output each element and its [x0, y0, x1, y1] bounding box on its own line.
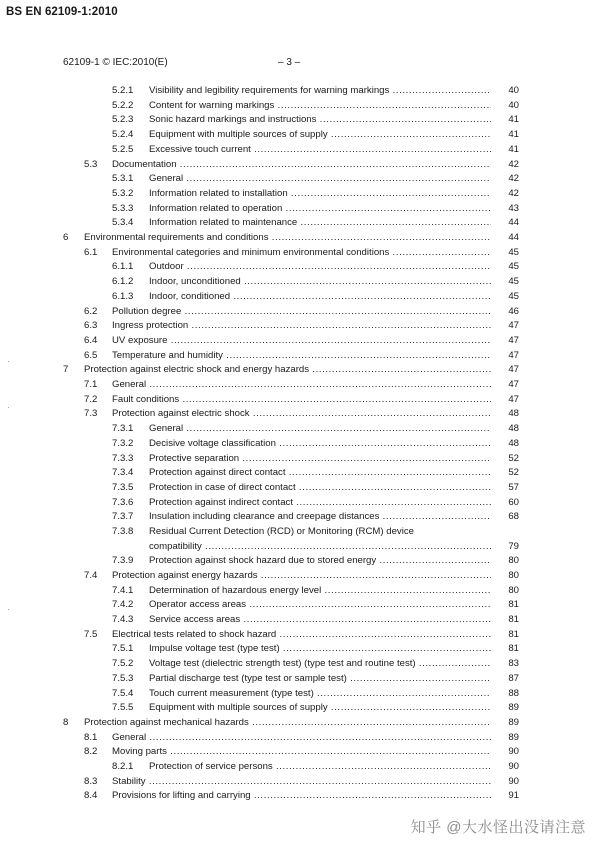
toc-entry[interactable] — [0, 628, 600, 643]
toc-title: Decisive voltage classification ..... — [149, 437, 507, 452]
toc-entry[interactable] — [0, 452, 600, 467]
page-number: – 3 – — [278, 57, 301, 68]
toc-page: 47 — [491, 334, 519, 349]
toc-entry[interactable] — [0, 731, 600, 746]
toc-entry[interactable] — [0, 687, 600, 702]
toc-page: 44 — [491, 216, 519, 231]
toc-entry[interactable] — [0, 510, 600, 525]
toc-number: 7.5.3 — [112, 672, 134, 684]
toc-title: Protection against direct contact ..... — [149, 466, 507, 481]
toc-title: Environmental categories and minimum environmental conditions ..... — [112, 246, 507, 261]
toc-entry[interactable] — [0, 113, 600, 128]
toc-number: 8 — [63, 716, 69, 728]
toc-title: Environmental requirements and conditions ..... — [84, 231, 507, 246]
toc-number: 5.2.5 — [112, 143, 134, 155]
toc-page: 48 — [491, 407, 519, 422]
toc-entry[interactable] — [0, 231, 600, 246]
toc-entry[interactable] — [0, 334, 600, 349]
toc-entry[interactable] — [0, 437, 600, 452]
toc-number: 5.3.3 — [112, 202, 134, 214]
toc-number: 7.3.4 — [112, 467, 134, 479]
toc-title: Excessive touch current ..... — [149, 143, 507, 158]
toc-title: Protection of service persons ..... — [149, 760, 507, 775]
toc-page: 81 — [491, 628, 519, 643]
toc-number: 7 — [63, 364, 69, 376]
toc-title: Voltage test (dielectric strength test) (type test and routine test) ..... — [149, 657, 507, 672]
toc-entry[interactable] — [0, 613, 600, 628]
toc-title: Information related to operation ..... — [149, 202, 507, 217]
margin-mark: · — [7, 604, 10, 614]
toc-number: 8.2 — [84, 746, 98, 758]
toc-title: Protection against energy hazards ..... — [112, 569, 507, 584]
toc-title: Touch current measurement (type test) ..... — [149, 687, 507, 702]
toc-title: Information related to installation ..... — [149, 187, 507, 202]
toc-entry[interactable] — [0, 305, 600, 320]
toc-page: 90 — [491, 775, 519, 790]
toc-number: 6.1.2 — [112, 276, 134, 288]
toc-page: 52 — [491, 452, 519, 467]
toc-title: Protection in case of direct contact ..... — [149, 481, 507, 496]
toc-page: 45 — [491, 246, 519, 261]
toc-entry[interactable] — [0, 554, 600, 569]
toc-number: 7.5.4 — [112, 687, 134, 699]
toc-entry[interactable] — [0, 407, 600, 422]
toc-title: Protection against electric shock and energy hazards ..... — [84, 363, 507, 378]
toc-page: 60 — [491, 496, 519, 511]
toc-number: 6.1.3 — [112, 290, 134, 302]
toc-page: 81 — [491, 642, 519, 657]
toc-number: 7.3.2 — [112, 437, 134, 449]
toc-entry[interactable] — [0, 246, 600, 261]
toc-number: 7.4.2 — [112, 599, 134, 611]
toc-page: 41 — [491, 128, 519, 143]
toc-title: Operator access areas ..... — [149, 598, 507, 613]
toc-entry[interactable] — [0, 393, 600, 408]
toc-page: 89 — [491, 716, 519, 731]
toc-entry[interactable] — [0, 216, 600, 231]
toc-title: Fault conditions ..... — [112, 393, 507, 408]
toc-number: 7.5 — [84, 628, 98, 640]
toc-number: 7.5.1 — [112, 643, 134, 655]
toc-number: 7.2 — [84, 393, 98, 405]
toc-entry[interactable] — [0, 290, 600, 305]
toc-entry[interactable] — [0, 143, 600, 158]
toc-page: 45 — [491, 275, 519, 290]
toc-entry[interactable] — [0, 701, 600, 716]
toc-title: UV exposure ..... — [112, 334, 507, 349]
toc-title: Visibility and legibility requirements for warning markings ..... — [149, 84, 507, 99]
toc-title: Temperature and humidity ..... — [112, 349, 507, 364]
toc-number: 7.3.7 — [112, 511, 134, 523]
toc-number: 7.5.2 — [112, 658, 134, 670]
toc-page: 91 — [491, 789, 519, 804]
toc-entry[interactable] — [0, 496, 600, 511]
toc-title: Equipment with multiple sources of supply ..... — [149, 701, 507, 716]
toc-title: compatibility ..... — [149, 540, 507, 555]
toc-title: Documentation ..... — [112, 158, 507, 173]
toc-page: 52 — [491, 466, 519, 481]
toc-number: 6.4 — [84, 334, 98, 346]
toc-title-line1: Residual Current Detection (RCD) or Monitoring (RCM) device — [149, 526, 414, 537]
toc-page: 41 — [491, 113, 519, 128]
toc-page: 87 — [491, 672, 519, 687]
toc-title: Information related to maintenance ..... — [149, 216, 507, 231]
toc-entry[interactable] — [0, 569, 600, 584]
toc-page: 80 — [491, 554, 519, 569]
toc-number: 6.3 — [84, 320, 98, 332]
toc-number: 7.4.1 — [112, 584, 134, 596]
toc-page: 40 — [491, 84, 519, 99]
toc-page: 47 — [491, 378, 519, 393]
toc-entry[interactable] — [0, 187, 600, 202]
toc-page: 48 — [491, 437, 519, 452]
toc-number: 5.2.1 — [112, 85, 134, 96]
document-id: 62109-1 © IEC:2010(E) — [63, 57, 168, 68]
toc-title: Pollution degree ..... — [112, 305, 507, 320]
toc-entry[interactable] — [0, 466, 600, 481]
toc-page: 47 — [491, 393, 519, 408]
toc-page: 47 — [491, 349, 519, 364]
toc-title: Determination of hazardous energy level ..... — [149, 584, 507, 599]
toc-entry[interactable] — [0, 158, 600, 173]
toc-page: 42 — [491, 158, 519, 173]
toc-title: Partial discharge test (type test or sample test) ..... — [149, 672, 507, 687]
toc-title: Indoor, unconditioned ..... — [149, 275, 507, 290]
toc-page: 42 — [491, 172, 519, 187]
toc-entry[interactable] — [0, 716, 600, 731]
toc-entry[interactable] — [0, 99, 600, 114]
toc-entry[interactable] — [0, 775, 600, 790]
toc-title: Protection against shock hazard due to stored energy ..... — [149, 554, 507, 569]
toc-page: 83 — [491, 657, 519, 672]
toc-entry[interactable] — [0, 598, 600, 613]
toc-entry[interactable] — [0, 128, 600, 143]
toc-page: 80 — [491, 569, 519, 584]
toc-entry[interactable] — [0, 202, 600, 217]
toc-entry[interactable] — [0, 319, 600, 334]
toc-number: 7.3.8 — [112, 526, 134, 537]
toc-entry[interactable] — [0, 275, 600, 290]
standard-header: BS EN 62109-1:2010 — [6, 6, 118, 18]
toc-number: 8.2.1 — [112, 761, 134, 772]
toc-entry[interactable] — [0, 525, 600, 554]
toc-number: 7.3.3 — [112, 452, 134, 464]
toc-title: Protective separation ..... — [149, 452, 507, 467]
toc-number: 7.3.9 — [112, 555, 134, 567]
toc-number: 7.4.3 — [112, 614, 134, 625]
toc-entry[interactable] — [0, 363, 600, 378]
toc-title: Protection against mechanical hazards ..... — [84, 716, 507, 731]
toc-number: 6.5 — [84, 349, 98, 361]
toc-number: 5.3.1 — [112, 173, 134, 185]
toc-title: Impulse voltage test (type test) ..... — [149, 642, 507, 657]
toc-title: General ..... — [112, 378, 507, 393]
toc-title: Outdoor ..... — [149, 260, 507, 275]
toc-number: 5.3.4 — [112, 217, 134, 229]
toc-title: Moving parts ..... — [112, 745, 507, 760]
toc-title: Service access areas ..... — [149, 613, 507, 628]
toc-page: 88 — [491, 687, 519, 702]
toc-entry[interactable] — [0, 657, 600, 672]
toc-page: 47 — [491, 319, 519, 334]
toc-page: 48 — [491, 422, 519, 437]
toc-number: 5.2.4 — [112, 129, 134, 141]
toc-entry[interactable] — [0, 760, 600, 775]
toc-title: Ingress protection ..... — [112, 319, 507, 334]
toc-page: 79 — [491, 540, 519, 555]
toc-page: 89 — [491, 701, 519, 716]
toc-entry[interactable] — [0, 642, 600, 657]
toc-title: Indoor, conditioned ..... — [149, 290, 507, 305]
toc-page: 43 — [491, 202, 519, 217]
toc-number: 6 — [63, 232, 69, 243]
toc-entry[interactable] — [0, 481, 600, 496]
toc-page: 81 — [491, 613, 519, 628]
toc-title: Protection against indirect contact ..... — [149, 496, 507, 511]
toc-entry[interactable] — [0, 349, 600, 364]
toc-page: 89 — [491, 731, 519, 746]
toc-number: 7.5.5 — [112, 702, 134, 714]
toc-number: 6.1 — [84, 246, 98, 258]
toc-number: 7.4 — [84, 569, 98, 581]
toc-title: Stability ..... — [112, 775, 507, 790]
toc-entry[interactable] — [0, 789, 600, 804]
toc-title: Insulation including clearance and creepage distances ..... — [149, 510, 507, 525]
watermark: 知乎 @大水怪出没请注意 — [410, 819, 586, 836]
toc-title: Electrical tests related to shock hazard ..... — [112, 628, 507, 643]
toc-title: Sonic hazard markings and instructions ..... — [149, 113, 507, 128]
toc-page: 46 — [491, 305, 519, 320]
toc-page: 42 — [491, 187, 519, 202]
toc-number: 8.3 — [84, 775, 98, 787]
toc-number: 6.2 — [84, 305, 98, 317]
toc-title: General ..... — [112, 731, 507, 746]
toc-entry[interactable] — [0, 422, 600, 437]
toc-entry[interactable] — [0, 584, 600, 599]
toc-number: 7.3.5 — [112, 481, 134, 493]
toc-number: 5.3.2 — [112, 187, 134, 199]
toc-page: 41 — [491, 143, 519, 158]
toc-page: 47 — [491, 363, 519, 378]
toc-entry[interactable] — [0, 378, 600, 393]
toc-title: Protection against electric shock ..... — [112, 407, 507, 422]
toc-title: Provisions for lifting and carrying ..... — [112, 789, 507, 804]
toc-page: 45 — [491, 260, 519, 275]
toc-page: 57 — [491, 481, 519, 496]
toc-number: 8.4 — [84, 790, 98, 802]
toc-page: 40 — [491, 99, 519, 114]
toc-entry[interactable] — [0, 172, 600, 187]
toc-number: 7.3 — [84, 408, 98, 420]
toc-number: 7.3.1 — [112, 423, 134, 435]
margin-mark: · — [7, 356, 10, 366]
toc-number: 7.3.6 — [112, 496, 134, 508]
toc-title: General ..... — [149, 172, 507, 187]
toc-entry[interactable] — [0, 84, 600, 99]
toc-entry[interactable] — [0, 672, 600, 687]
toc-title: General ..... — [149, 422, 507, 437]
toc-page: 68 — [491, 510, 519, 525]
toc-page: 45 — [491, 290, 519, 305]
toc-page: 81 — [491, 598, 519, 613]
toc-number: 6.1.1 — [112, 261, 134, 273]
toc-title: Equipment with multiple sources of supply ..... — [149, 128, 507, 143]
toc-number: 8.1 — [84, 731, 98, 743]
margin-mark: · — [7, 402, 10, 412]
toc-entry[interactable] — [0, 260, 600, 275]
toc-page: 44 — [491, 231, 519, 246]
toc-number: 5.3 — [84, 158, 98, 170]
toc-entry[interactable] — [0, 745, 600, 760]
toc-number: 5.2.2 — [112, 99, 134, 111]
toc-number: 5.2.3 — [112, 114, 134, 126]
toc-page: 90 — [491, 760, 519, 775]
toc-title: Content for warning markings ..... — [149, 99, 507, 114]
toc-number: 7.1 — [84, 379, 98, 390]
toc-page: 90 — [491, 745, 519, 760]
toc-page: 80 — [491, 584, 519, 599]
